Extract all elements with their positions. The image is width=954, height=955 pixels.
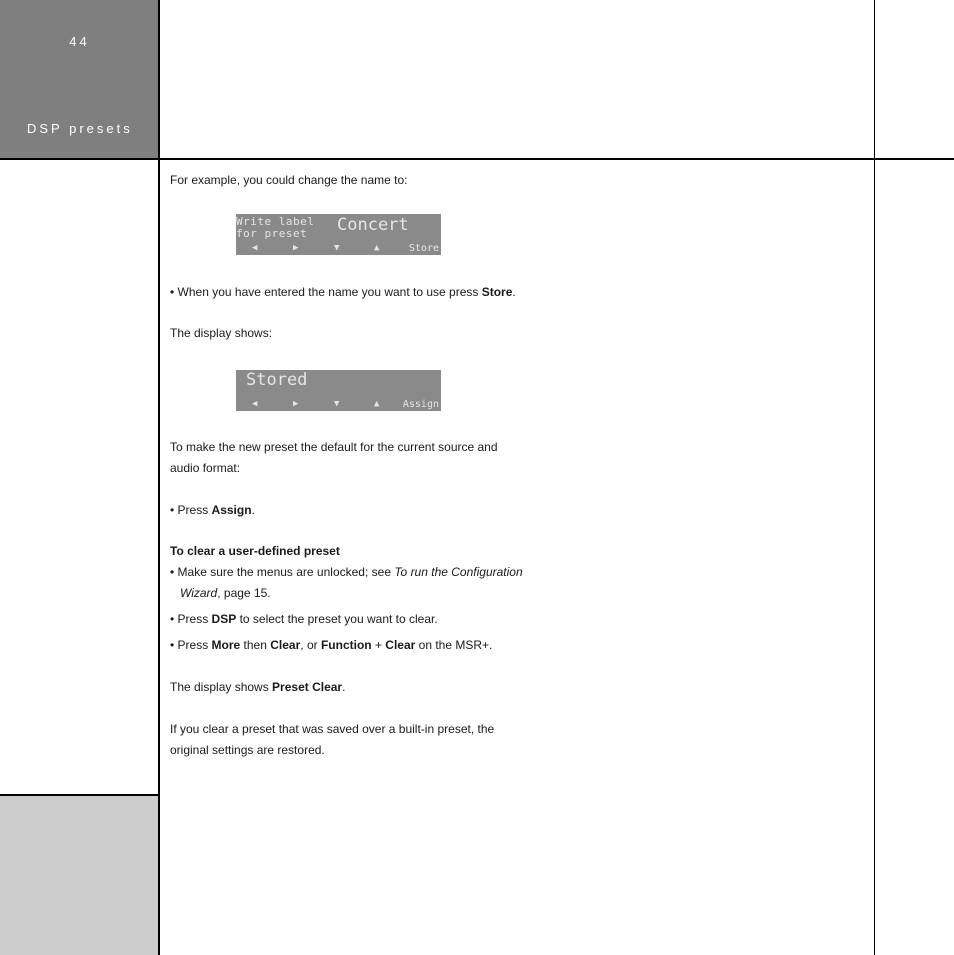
left-arrow-icon: ◀ — [252, 243, 258, 253]
lcd-preset-name: Concert — [337, 215, 409, 235]
sidebar-footer — [0, 795, 159, 955]
intro-text: For example, you could change the name to: — [170, 173, 408, 187]
bullet-unlock-menus-cont: Wizard, page 15. — [180, 586, 271, 600]
up-arrow-icon: ▲ — [374, 243, 380, 253]
footer-rule — [0, 794, 159, 796]
lcd-display-concert — [236, 214, 441, 255]
store-instruction: • When you have entered the name you want to use press Store. — [170, 285, 516, 299]
left-arrow-icon: ◀ — [252, 399, 258, 409]
section-title: DSP presets — [27, 121, 133, 136]
clear-preset-heading: To clear a user-defined preset — [170, 544, 340, 558]
default-preset-text-1: To make the new preset the default for the current source and — [170, 440, 498, 454]
right-arrow-icon: ▶ — [293, 399, 299, 409]
lcd-softkey-assign: Assign — [402, 399, 439, 410]
down-arrow-icon: ▼ — [334, 399, 340, 409]
up-arrow-icon: ▲ — [374, 399, 380, 409]
bullet-unlock-menus: • Make sure the menus are unlocked; see To run the Configuration — [170, 565, 523, 579]
lcd-display-stored — [236, 370, 441, 411]
lcd-line2: for preset — [236, 227, 308, 240]
default-preset-text-2: audio format: — [170, 461, 241, 475]
bullet-press-dsp: • Press DSP to select the preset you want to clear. — [170, 612, 438, 626]
preset-clear-text: The display shows Preset Clear. — [170, 680, 346, 694]
lcd-softkey-store: Store — [408, 243, 439, 254]
restore-text-2: original settings are restored. — [170, 743, 325, 757]
lcd-stored-text: Stored — [246, 370, 308, 390]
right-rule — [874, 0, 875, 955]
page-number: 44 — [69, 34, 90, 49]
right-arrow-icon: ▶ — [293, 243, 299, 253]
left-rule — [158, 0, 160, 955]
down-arrow-icon: ▼ — [334, 243, 340, 253]
display-shows-text: The display shows: — [170, 326, 273, 340]
bullet-press-more-clear: • Press More then Clear, or Function + Clear on the MSR+. — [170, 638, 493, 652]
restore-text-1: If you clear a preset that was saved over a built-in preset, the — [170, 722, 495, 736]
header-rule — [0, 158, 954, 160]
assign-instruction: • Press Assign. — [170, 503, 255, 517]
lcd-line1: Write label — [236, 215, 315, 228]
